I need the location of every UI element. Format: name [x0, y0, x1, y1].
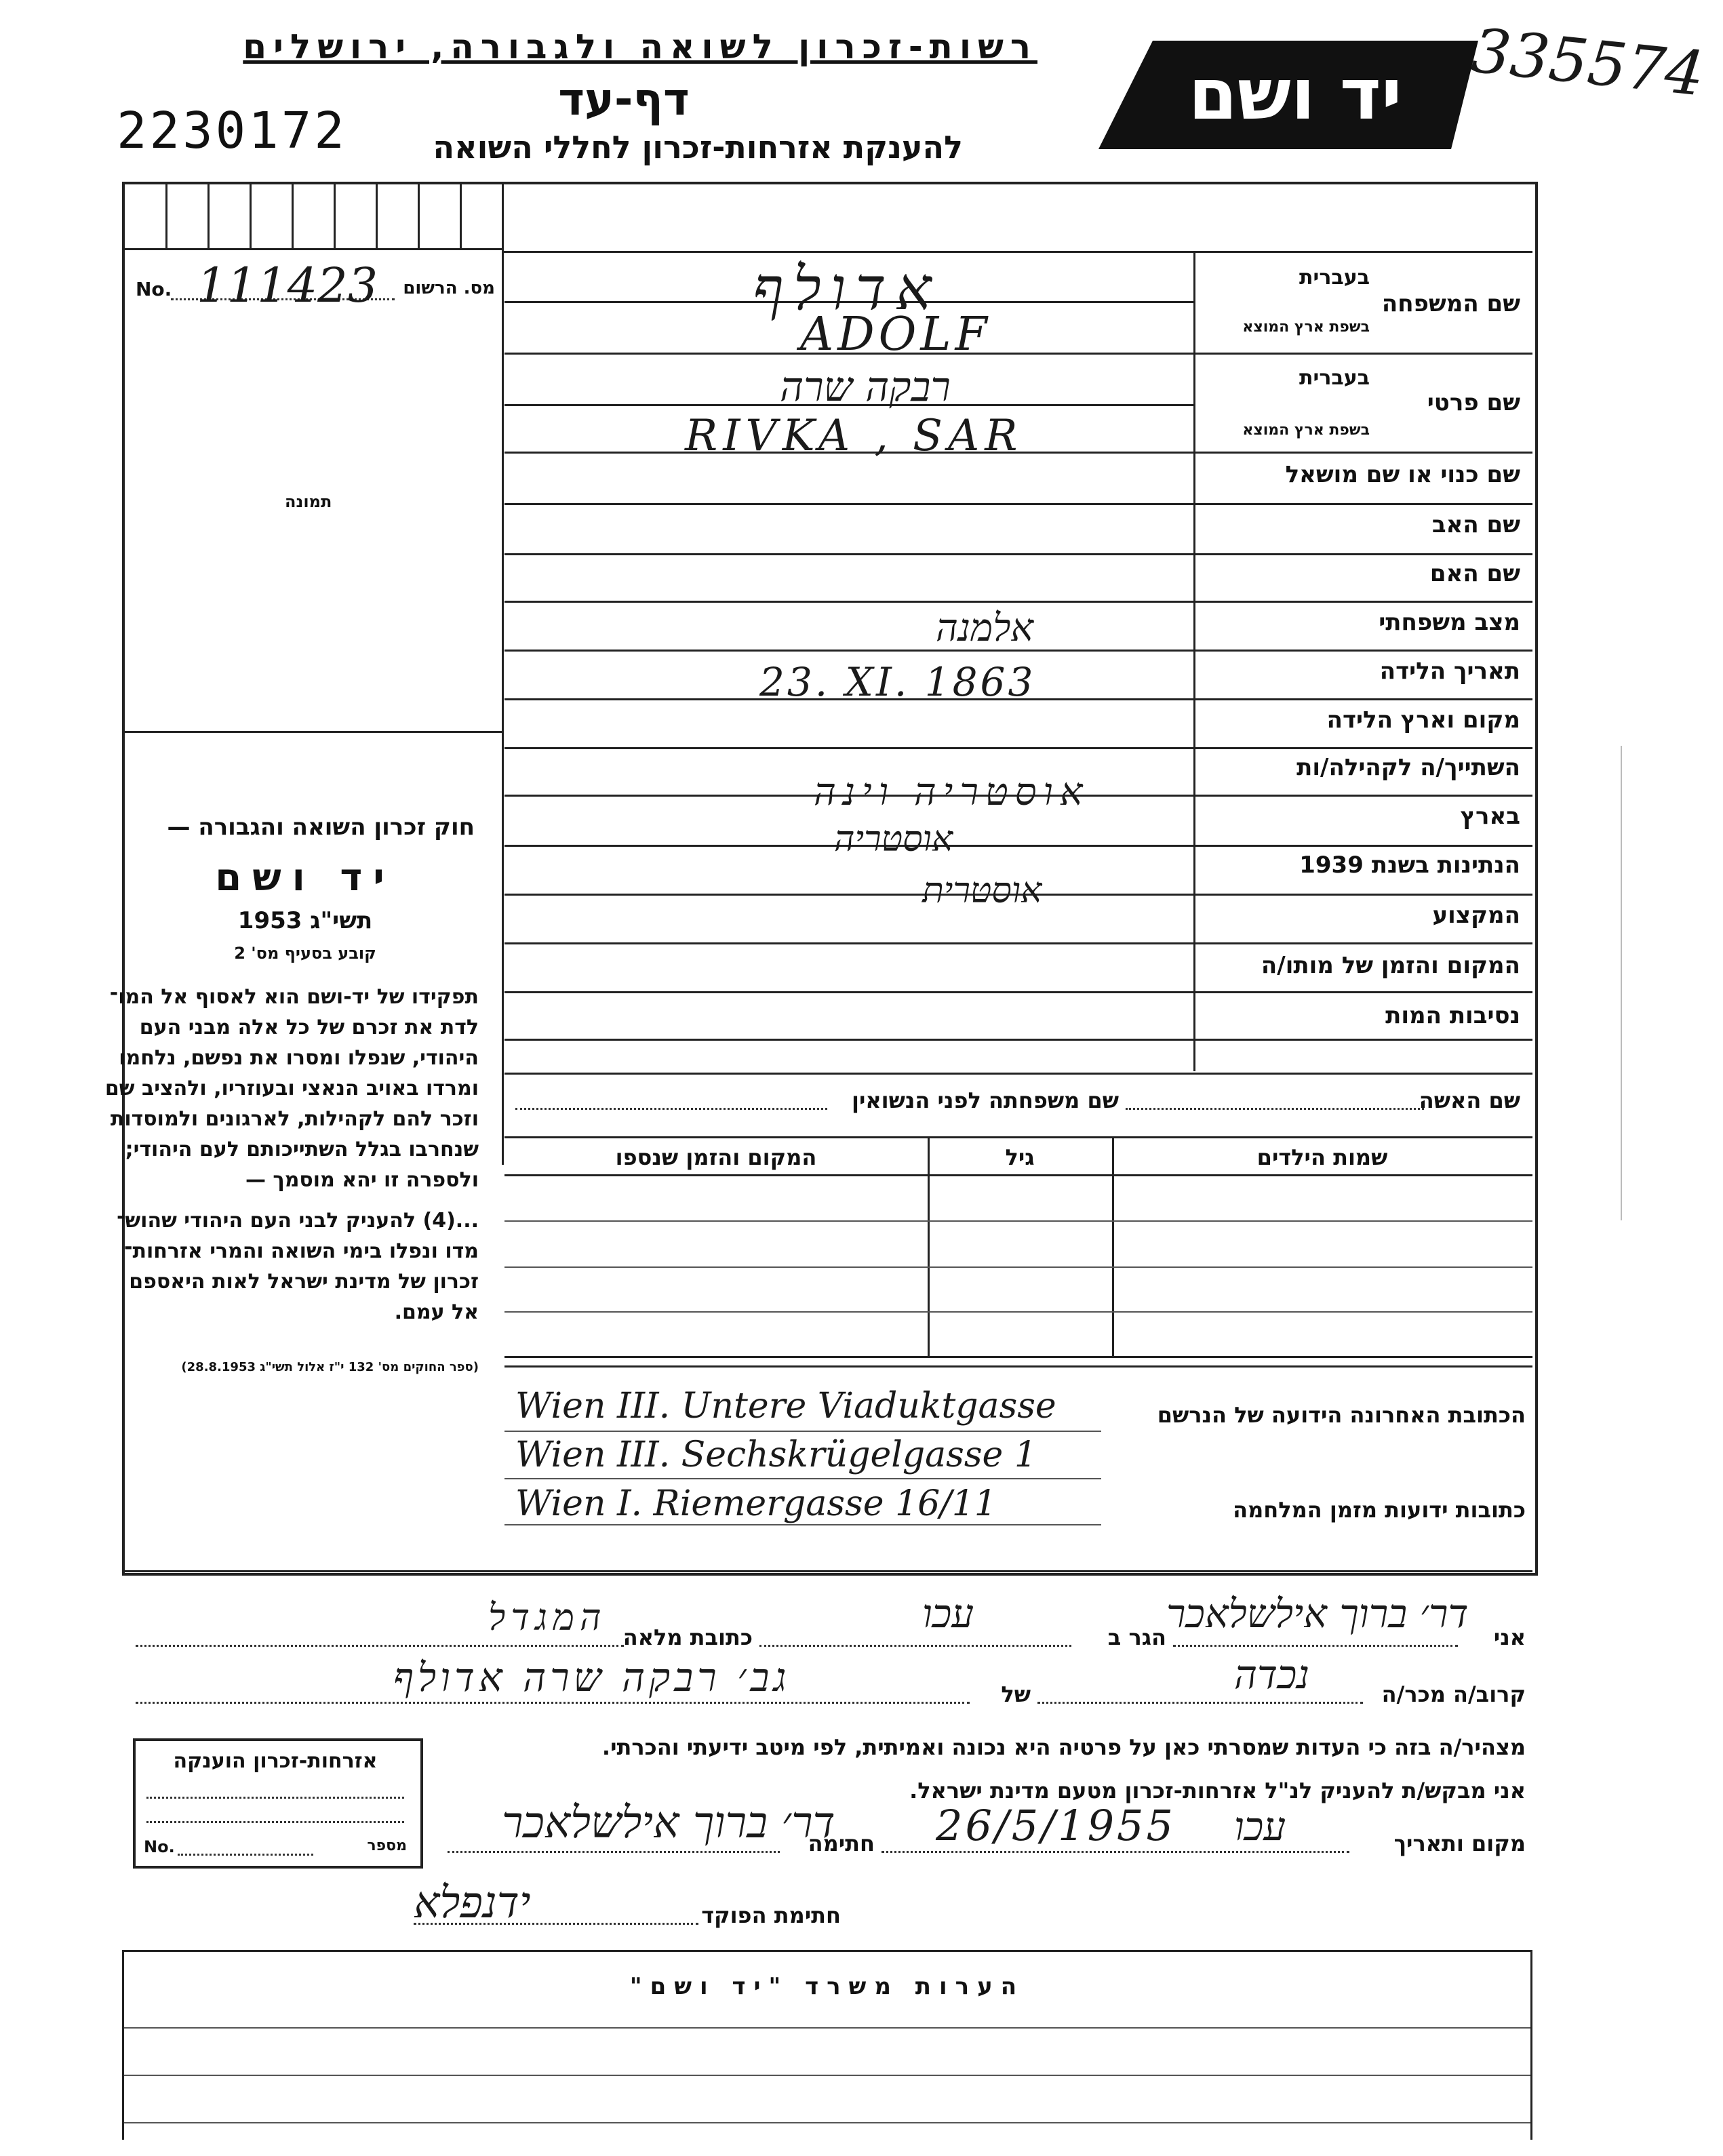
row-line	[504, 353, 1532, 355]
full-address-label: כתובת מלאה	[622, 1624, 753, 1650]
children-table-bottom	[504, 1356, 1532, 1358]
children-row-line	[504, 1220, 1532, 1222]
surname-in-origin-label: בשפת ארץ המוצא	[1242, 319, 1370, 336]
row-line	[504, 1039, 1532, 1041]
resides-in-label: הגר ב	[1107, 1624, 1166, 1650]
firstname-in-origin-label: בשפת ארץ המוצא	[1242, 422, 1370, 439]
strip-cell	[376, 183, 378, 248]
children-col-divider	[928, 1136, 930, 1356]
form-subtitle: להענקת אזרחות-זכרון לחללי השואה	[433, 129, 963, 165]
strip-cell	[165, 183, 167, 248]
children-row-line	[504, 1266, 1532, 1268]
strip-cell	[460, 183, 462, 248]
photo-bottom-line	[122, 731, 502, 733]
place-value: עכו	[1234, 1803, 1286, 1850]
row-line	[504, 991, 1532, 993]
relation-value: נכדה	[1234, 1652, 1310, 1698]
row-line	[504, 503, 1532, 505]
maiden-name-label: שם משפחתה לפני הנשואין	[851, 1087, 1119, 1113]
label-column-divider	[1193, 251, 1195, 1071]
law-citation: (ספר החוקים מס' 132 י"ז אלול תשי"ג 28.8.1953)	[181, 1360, 479, 1374]
form-title: דף-עד	[558, 73, 690, 125]
row-line	[504, 1073, 1532, 1075]
birthplace-label: מקום וארץ הלידה	[1326, 706, 1520, 734]
children-place-header: המקום והזמן שנספו	[615, 1144, 817, 1170]
father-label: שם האב	[1431, 511, 1520, 538]
strip-cell	[250, 183, 252, 248]
address-line-3: Wien I. Riemergasse 16/11	[515, 1483, 997, 1524]
citizenship-number-label-en: No.	[144, 1837, 175, 1856]
authority-heading: רשות-זכרון לשואה ולגבורה, ירושלים	[243, 27, 1037, 66]
row-line	[504, 942, 1532, 944]
notes-left-border	[122, 1950, 124, 2140]
address-line	[504, 1431, 1101, 1432]
country-value: אוסטריה	[834, 819, 953, 860]
address-line	[504, 1524, 1101, 1525]
firstname-origin-value: RIVKA , SAR	[685, 411, 1023, 461]
logo-text: יד ושם	[1188, 53, 1402, 136]
children-table-top	[504, 1136, 1532, 1138]
citizenship-granted-title: אזרחות-זכרון הוענקה	[173, 1749, 378, 1773]
death-place-time-label: המקום והזמן של מותו/ה	[1261, 952, 1520, 979]
law-title: חוק זכרון השואה והגבורה —	[167, 814, 475, 841]
children-col-divider	[1112, 1136, 1114, 1356]
relative-label: קרוב/ה מכר/ה	[1381, 1681, 1526, 1707]
address-line	[504, 1478, 1101, 1479]
notes-line	[122, 2122, 1532, 2123]
firstname-label: שם פרטי	[1427, 389, 1520, 416]
scan-edge-mark	[1621, 746, 1622, 1220]
country-label: בארץ	[1460, 803, 1520, 830]
law-paragraph-2: ...(4) להעניק לבני העם היהודי שהוש־ מדו ונפלו בימי השואה והמרי אזרחות־ זכרון של מדינת ישראל לאות היאספם אל עמם.	[116, 1209, 479, 1324]
surname-in-hebrew-label: בעברית	[1299, 266, 1370, 290]
mother-label: שם האם	[1429, 560, 1520, 587]
declaration-statement: מצהיר/ה בזה כי העדות שמסרתי כאן על פרטיה היא נכונה ואמיתית, לפי מיטב ידיעתי והכרתי.	[601, 1734, 1526, 1760]
row-line	[504, 747, 1532, 749]
registry-label-en: No.	[136, 278, 172, 300]
registry-label-he: מס. הרשום	[403, 278, 495, 298]
notes-line	[122, 2027, 1532, 2029]
office-notes-title: הערות משרד "יד ושם"	[629, 1973, 1025, 2000]
children-row-line	[504, 1311, 1532, 1313]
children-age-header: גיל	[1005, 1144, 1035, 1170]
row-line	[504, 601, 1532, 603]
citizenship-number-label-he: מספר	[367, 1837, 407, 1854]
law-paragraph: תפקידו של יד-ושם הוא לאסוף אל המו־ לדת את זכרם של כל אלה מבני העם היהודי, שנפלו ומסרו את נפשם, נלחמו ומרדו באויב הנאצי ובעוזריו, ולהציב שם וזכר להם לקהילות, לארגונים ולמוסדות שנחרבו בגלל השתייכותם לעם היהודי; ולספרה זו יהא מוסמך —	[104, 985, 479, 1192]
surname-origin-value: ADOLF	[800, 308, 991, 361]
fields-top-line	[502, 251, 1532, 253]
declarant-name: דר׳ ברוך אילשלאכר	[1166, 1591, 1469, 1637]
children-names-header: שמות הילדים	[1256, 1144, 1388, 1170]
death-circumstances-label: נסיבות המות	[1385, 1002, 1520, 1029]
address-top-line	[504, 1365, 1532, 1368]
address-line-2: Wien III. Sechskrügelgasse 1	[515, 1435, 1037, 1475]
place-date-label: מקום ותאריך	[1393, 1831, 1526, 1856]
date-value: 26/5/1955	[936, 1801, 1176, 1850]
full-address-value: המגדל	[488, 1596, 607, 1639]
row-line	[504, 553, 1532, 555]
officer-signature-label: חתימת הפוקד	[701, 1902, 841, 1928]
declarant-signature: דר׳ ברוך אילשלאכר	[502, 1798, 835, 1848]
notes-line	[122, 2075, 1532, 2076]
wartime-addresses-label: כתובות ידועות מזמן המלחמה	[1233, 1497, 1526, 1523]
citizenship-1939-label: הנתינות בשנת 1939	[1299, 852, 1520, 879]
children-header-line	[504, 1174, 1532, 1176]
nickname-label: שם כנוי או שם מושאל	[1285, 461, 1520, 488]
signature-label: חתימה	[808, 1831, 875, 1856]
birthdate-label: תאריך הלידה	[1379, 658, 1520, 685]
officer-signature: ידנפלא	[414, 1878, 531, 1928]
resides-in-value: עכו	[922, 1591, 974, 1637]
declarant-i-label: אני	[1493, 1624, 1526, 1650]
registry-number: 111423	[197, 258, 378, 313]
last-address-label: הכתובת האחרונה הידועה של הנרשם	[1157, 1402, 1526, 1428]
of-label: של	[1001, 1681, 1031, 1707]
firstname-hebrew-value: רבקה שרה	[780, 363, 951, 411]
declaration-top-line	[122, 1570, 1532, 1572]
community-label: השתייך/ה לקהילה/ות	[1296, 754, 1520, 781]
strip-cell	[292, 183, 294, 248]
yad-vashem-logo	[1098, 41, 1478, 149]
strip-cell	[207, 183, 210, 248]
law-section: קובע בסעיף מס' 2	[234, 944, 376, 963]
address-line-1: Wien III. Untere Viaduktgasse	[515, 1386, 1056, 1426]
law-yad-vashem: יד ושם	[215, 856, 395, 900]
community-value: אוסטריה וינה	[814, 770, 1090, 814]
notes-right-border	[1530, 1950, 1532, 2140]
left-column-divider	[502, 182, 504, 1165]
wife-name-label: שם האשה	[1419, 1087, 1520, 1113]
birthdate-value: 23. XI. 1863	[759, 659, 1036, 705]
surname-label: שם המשפחה	[1381, 290, 1520, 317]
photo-label: תמונה	[285, 492, 332, 511]
of-value: גב׳ רבקה שרה אדולף	[393, 1654, 791, 1700]
marital-value: אלמנה	[936, 606, 1034, 650]
form-number: 2230172	[117, 102, 347, 160]
request-statement: אני מבקש/ת להעניק לנ"ל אזרחות-זכרון מטעם מדינת ישראל.	[909, 1778, 1526, 1803]
row-line	[504, 845, 1532, 847]
citizenship-1939-value: אוסטרית	[922, 871, 1042, 911]
strip-cell	[418, 183, 420, 248]
archive-number: 335574	[1468, 15, 1708, 111]
firstname-in-hebrew-label: בעברית	[1299, 366, 1370, 390]
profession-label: המקצוע	[1432, 902, 1520, 929]
strip-cell	[334, 183, 336, 248]
top-strip-line	[122, 248, 502, 250]
law-year: תשי"ג 1953	[237, 907, 373, 934]
surname-hebrew-value: אדולף	[753, 254, 941, 323]
office-notes-top-line	[122, 1950, 1532, 1952]
marital-label: מצב משפחתי	[1379, 609, 1520, 636]
